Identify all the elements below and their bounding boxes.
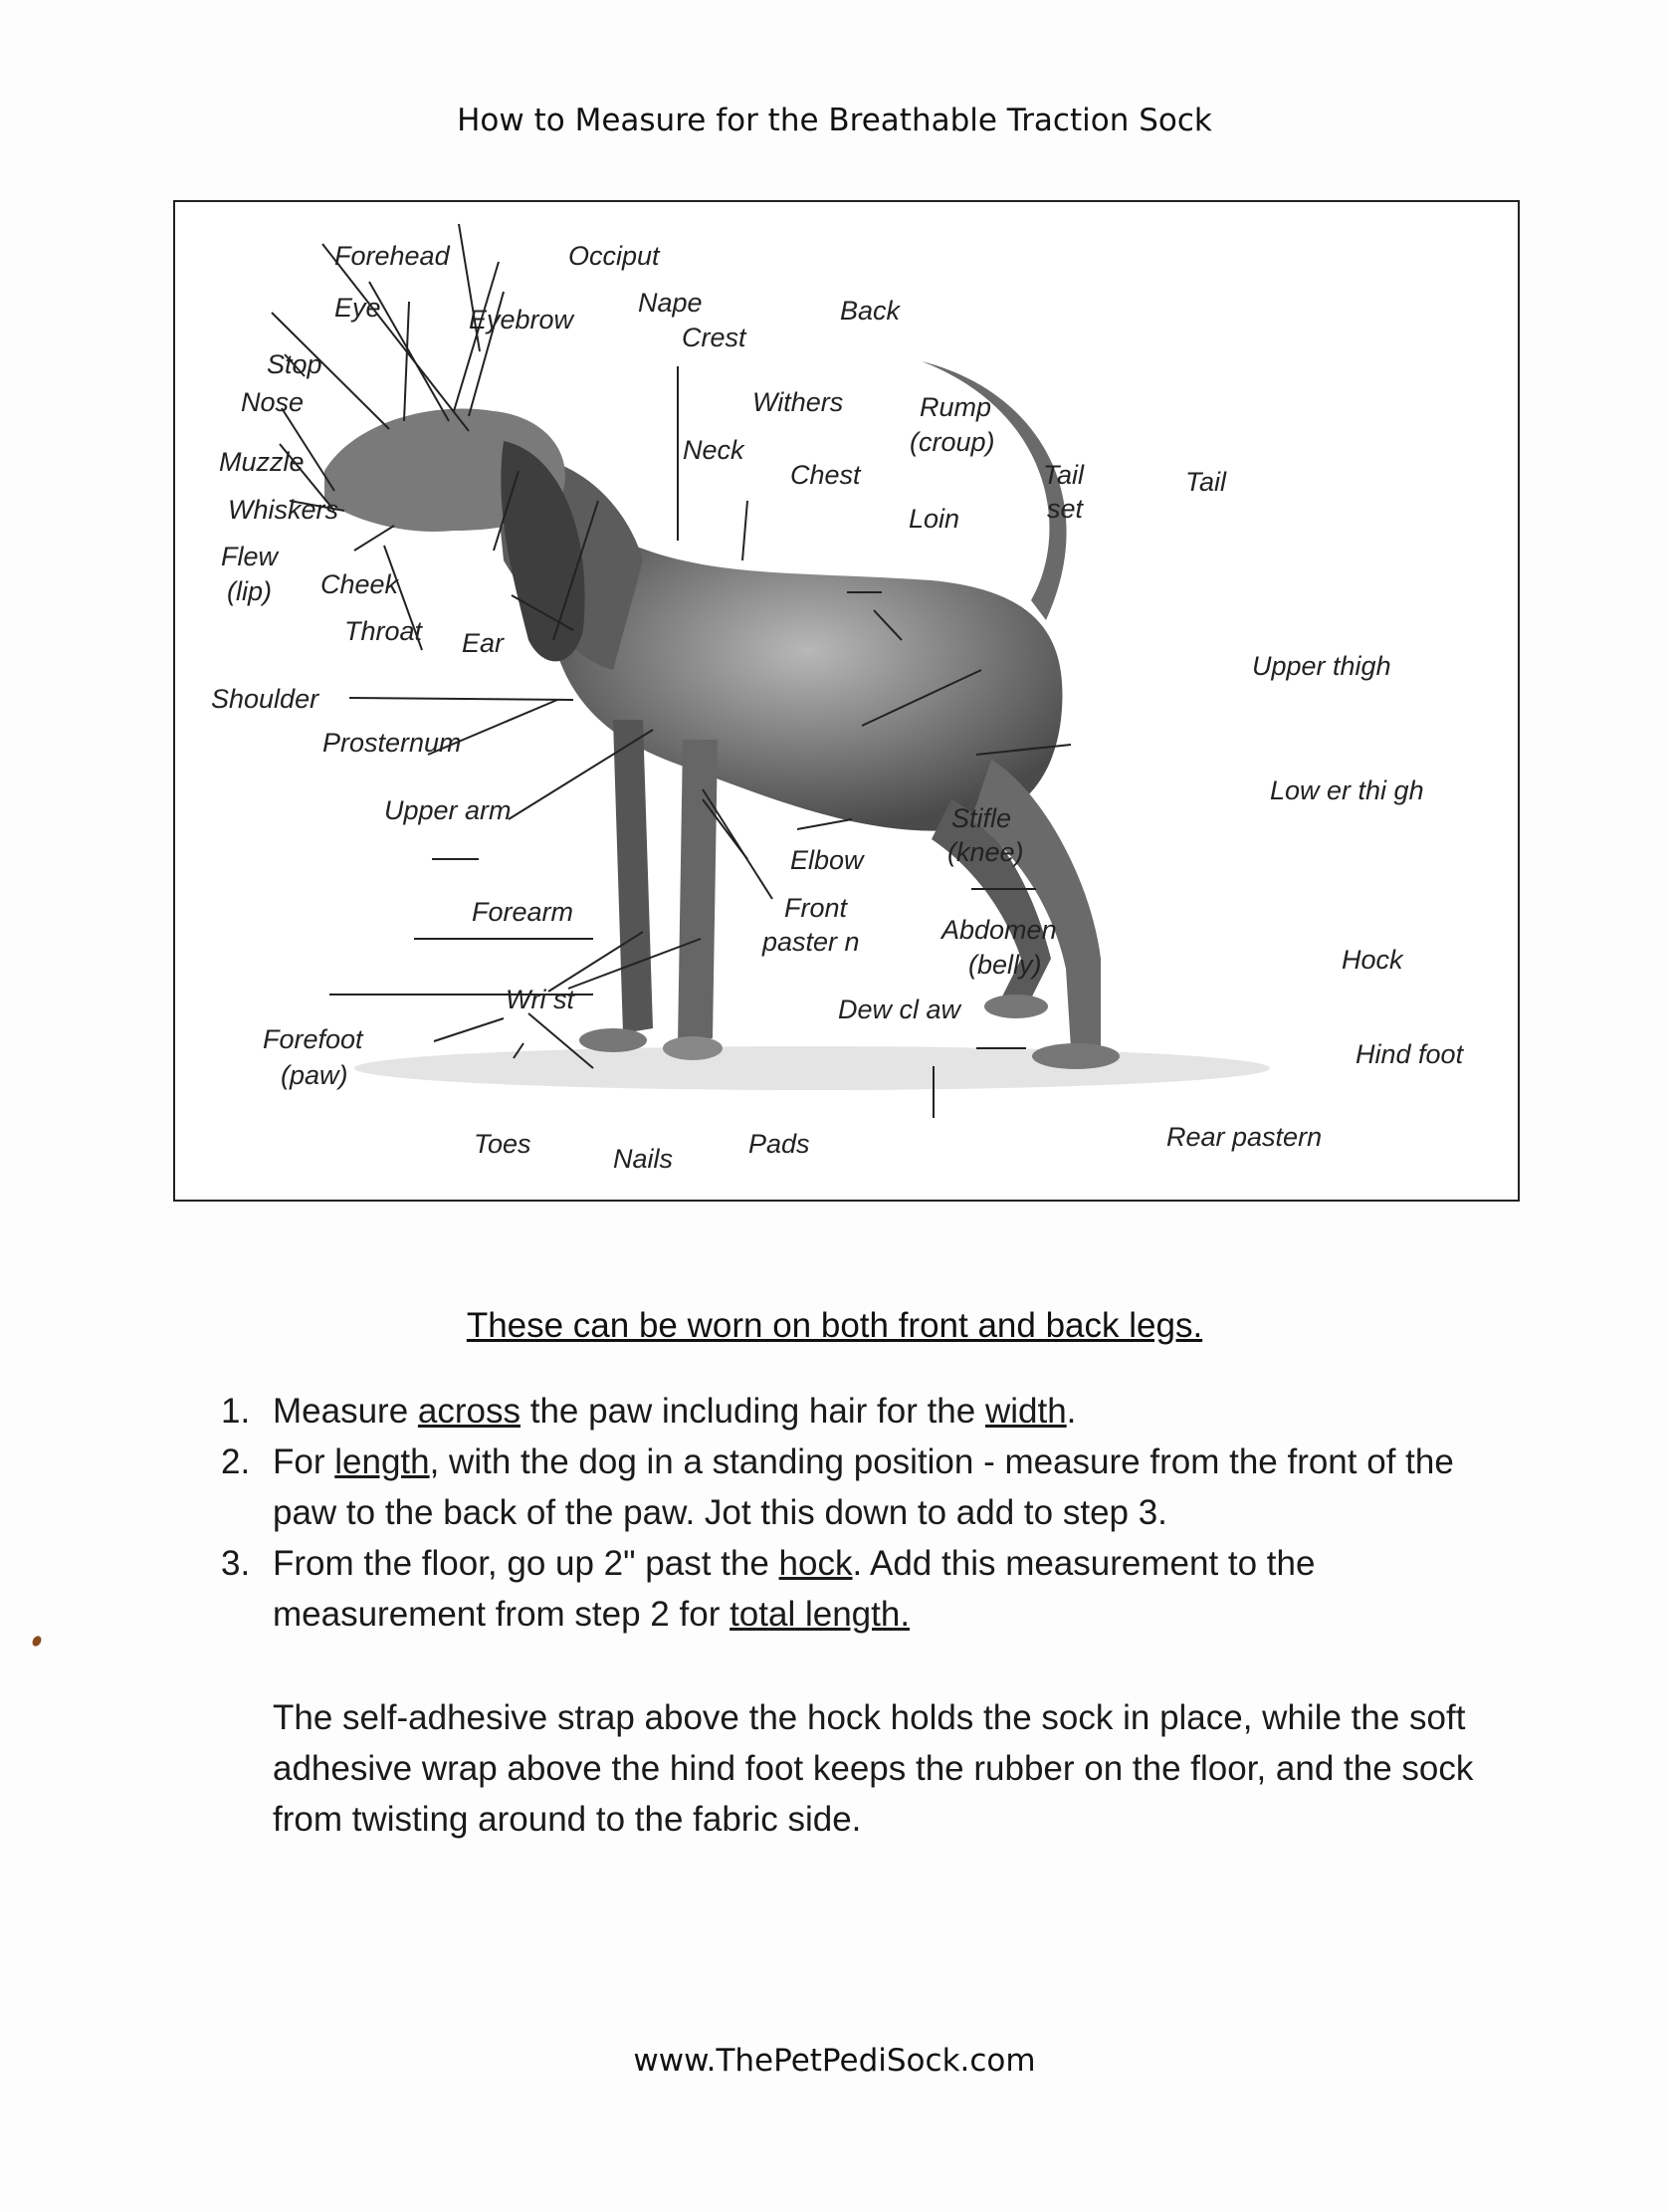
step-text: For	[273, 1442, 335, 1481]
step-text: , with the dog in a standing position - measure from the front of the paw to the back of the paw. Jot this down to add to step 3.	[273, 1442, 1454, 1532]
label-front-pastern: Front	[784, 893, 848, 923]
step-text: the paw including hair for the	[521, 1392, 985, 1431]
label-forehead: Forehead	[334, 241, 450, 271]
label-stop: Stop	[267, 349, 322, 379]
front-leg-near	[678, 740, 718, 1043]
label-upper-thigh: Upper thigh	[1252, 651, 1391, 681]
label-nape: Nape	[638, 288, 703, 318]
label-whiskers: Whiskers	[228, 495, 339, 525]
step-emphasis: hock	[778, 1544, 853, 1583]
label-tail: Tail	[1185, 467, 1227, 497]
label-paw: (paw)	[281, 1060, 348, 1090]
front-leg-far	[613, 720, 653, 1033]
label-croup: (croup)	[910, 427, 995, 457]
label-elbow: Elbow	[790, 845, 864, 875]
step-text: Measure	[273, 1392, 418, 1431]
hind-foot	[1032, 1043, 1120, 1069]
step-emphasis: across	[417, 1392, 521, 1431]
label-flew: Flew	[221, 542, 279, 571]
label-throat: Throat	[344, 616, 423, 646]
label-tail-set-2: set	[1047, 494, 1084, 524]
label-lower-thigh: Low er thi gh	[1270, 775, 1424, 805]
label-lip: (lip)	[227, 576, 272, 606]
paper-speck	[31, 1635, 43, 1649]
step-emphasis: total length.	[730, 1595, 911, 1634]
step-emphasis: length	[334, 1442, 430, 1481]
step-number: 2.	[221, 1442, 251, 1481]
instruction-list	[221, 1386, 1515, 1640]
label-belly: (belly)	[968, 950, 1042, 980]
label-nails: Nails	[613, 1144, 674, 1174]
label-crest: Crest	[682, 323, 746, 352]
list-item	[221, 1386, 1515, 1437]
label-toes: Toes	[474, 1129, 531, 1159]
label-upper-arm: Upper arm	[384, 795, 512, 825]
label-dewclaw: Dew cl aw	[838, 995, 961, 1024]
note-paragraph: The self-adhesive strap above the hock holds the sock in place, while the soft adhesive wrap above the hind foot keeps the rubber on the floor, and the sock from twisting around to the fabric side.	[273, 1698, 1474, 1839]
label-hind-foot: Hind foot	[1356, 1039, 1464, 1069]
label-tail-set: Tail	[1043, 460, 1085, 490]
list-item	[221, 1437, 1515, 1538]
label-rear-pastern: Rear pastern	[1166, 1122, 1323, 1152]
label-occiput: Occiput	[568, 241, 660, 271]
step-text: .	[1066, 1392, 1077, 1431]
ground-shadow	[354, 1046, 1270, 1090]
label-forearm: Forearm	[472, 897, 574, 927]
list-item	[221, 1538, 1515, 1640]
label-cheek: Cheek	[320, 569, 399, 599]
label-chest: Chest	[790, 460, 861, 490]
label-shoulder: Shoulder	[211, 684, 319, 714]
step-number: 1.	[221, 1392, 251, 1431]
label-loin: Loin	[909, 504, 960, 534]
hind-paw-far	[984, 995, 1048, 1018]
section-heading: These can be worn on both front and back legs.	[466, 1306, 1203, 1345]
label-nose: Nose	[241, 387, 305, 417]
label-stifle: Stifle	[951, 803, 1012, 833]
label-eyebrow: Eyebrow	[469, 305, 574, 334]
label-hock: Hock	[1342, 945, 1403, 975]
label-back: Back	[840, 296, 901, 326]
label-abdomen: Abdomen	[941, 915, 1057, 945]
label-wrist: Wri st	[506, 985, 574, 1014]
label-eye: Eye	[334, 293, 381, 323]
front-paw	[663, 1036, 723, 1060]
label-withers: Withers	[752, 387, 844, 417]
step-emphasis: width	[984, 1392, 1067, 1431]
dog-anatomy-diagram	[173, 200, 1520, 1202]
page-title: How to Measure for the Breathable Traction Sock	[457, 103, 1212, 138]
label-ear: Ear	[462, 628, 505, 658]
label-prosternum: Prosternum	[322, 728, 462, 758]
label-pads: Pads	[748, 1129, 810, 1159]
step-number: 3.	[221, 1544, 251, 1583]
step-text: From the floor, go up 2" past the	[273, 1544, 779, 1583]
label-neck: Neck	[683, 435, 744, 465]
label-rump: Rump	[920, 392, 992, 422]
dog-illustration	[175, 202, 1518, 1200]
website-url: www.ThePetPediSock.com	[633, 2043, 1036, 2079]
label-muzzle: Muzzle	[219, 447, 305, 477]
forefoot	[579, 1028, 647, 1052]
label-knee: (knee)	[947, 837, 1024, 867]
step-text: . Add this measurement to the measurement from step 2 for	[273, 1544, 1316, 1634]
label-front-pastern-2: paster n	[762, 927, 860, 957]
label-forefoot: Forefoot	[263, 1024, 363, 1054]
